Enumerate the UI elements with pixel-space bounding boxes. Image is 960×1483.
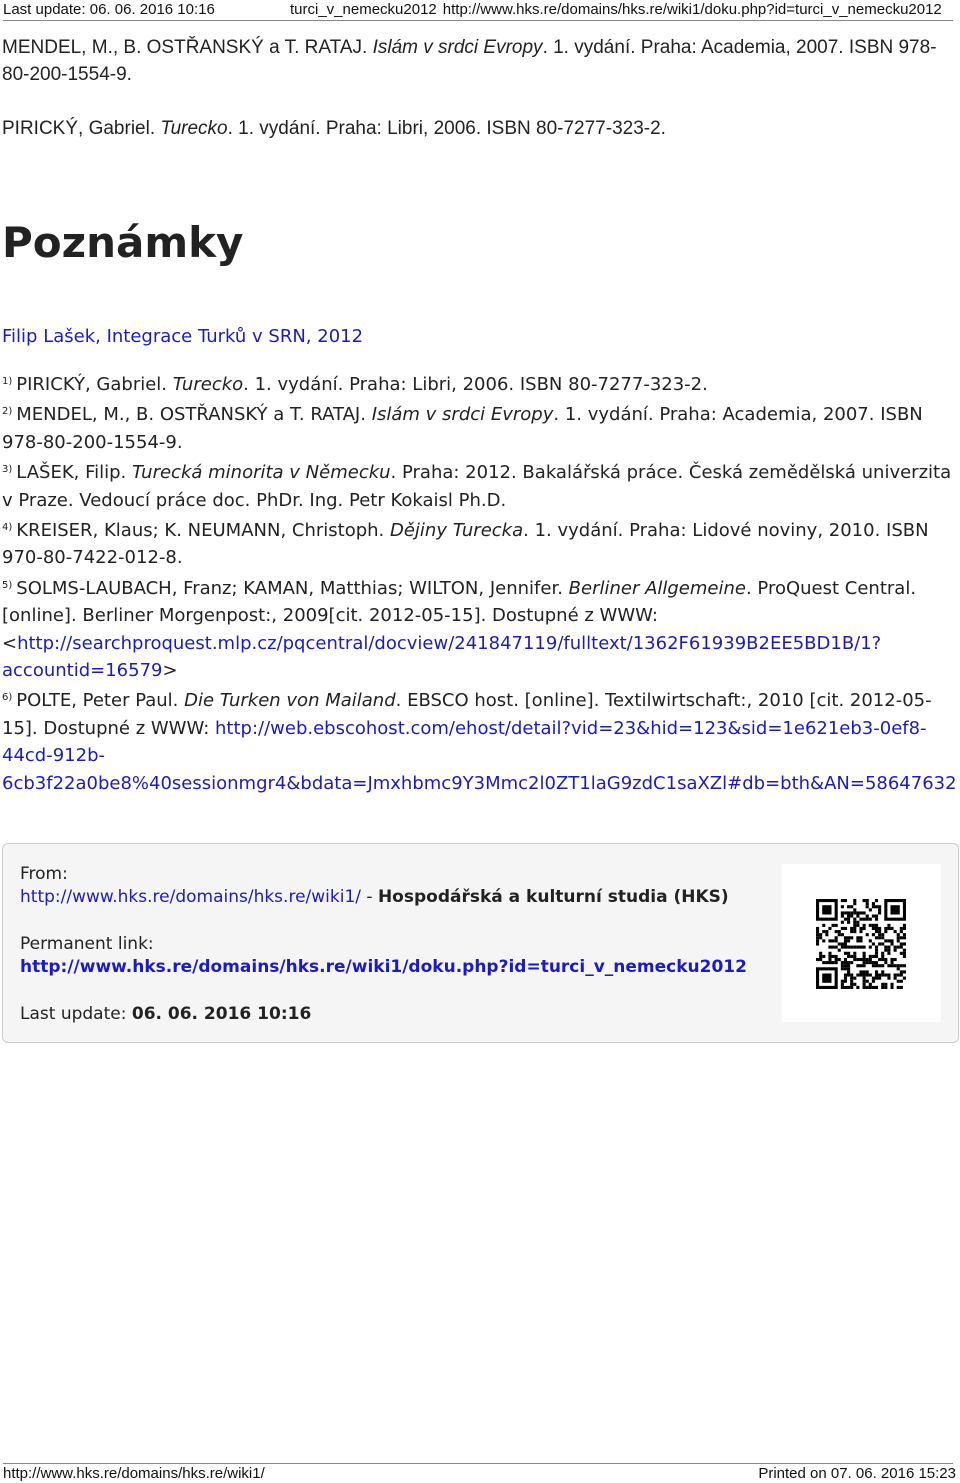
spacer [20, 979, 747, 1003]
footer-printed-on: Printed on 07. 06. 2016 15:23 [758, 1465, 956, 1482]
permanent-link-label: Permanent link: [20, 934, 154, 954]
footnote-details: . 1. vydání. Praha: Libri, 2006. ISBN 80-7277-323-2. [243, 374, 708, 395]
footnote-marker: 3) [2, 464, 13, 476]
qr-code-icon [816, 899, 906, 989]
header-page-id: turci_v_nemecku2012 [290, 1, 437, 18]
footnote-authors: POLTE, Peter Paul. [16, 690, 185, 712]
footnote-marker: 1) [2, 376, 13, 387]
footnote-1 [2, 368, 957, 398]
footnotes-list [2, 368, 957, 797]
footnote-authors: KREISER, Klaus; K. NEUMANN, Christoph. [16, 520, 390, 542]
footnote-title: Die Turken von Mailand [184, 690, 396, 712]
permanent-link[interactable]: http://www.hks.re/domains/hks.re/wiki1/doku.php?id=turci_v_nemecku2012 [20, 957, 747, 977]
footnote-authors: PIRICKÝ, Gabriel. [16, 374, 173, 395]
header-url: http://www.hks.re/domains/hks.re/wiki1/doku.php?id=turci_v_nemecku2012 [442, 1, 942, 18]
footnote-details: . ProQuest Central. [online]. Berliner Morgenpost:, 2009[cit. 2012-05-15]. Dostupné z WWW: < [2, 577, 917, 654]
footnote-details: . 1. vydání. Praha: Academia, 2007. ISBN 978-80-200-1554-9. [2, 404, 923, 453]
footnote-title: Turecká minorita v Německu [131, 462, 391, 484]
footnote-marker: 2) [2, 406, 13, 418]
footnote-6 [2, 684, 957, 797]
page-info-text [20, 863, 747, 1026]
last-update-value: 06. 06. 2016 10:16 [131, 1004, 312, 1024]
intro-ref-1-authors: MENDEL, M., B. OSTŘANSKÝ a T. RATAJ. [2, 37, 373, 58]
header-page-info [290, 1, 942, 18]
page-info-box [2, 843, 959, 1043]
header-last-update: Last update: 06. 06. 2016 10:16 [3, 1, 215, 18]
from-separator: - [361, 887, 378, 907]
source-link[interactable]: Filip Lašek, Integrace Turků v SRN, 2012 [2, 326, 364, 347]
footnote-details: . EBSCO host. [online]. Textilwirtschaft:, 2010 [cit. 2012-05-15]. Dostupné z WWW: [2, 690, 932, 739]
footnote-title: Dějiny Turecka [390, 520, 524, 542]
spacer [20, 909, 747, 933]
intro-ref-1 [2, 34, 952, 88]
footnote-details: . Praha: 2012. Bakalářská práce. Česká zemědělská univerzita v Praze. Vedoucí práce doc. PhDr. Ing. Petr Kokaisl Ph.D. [2, 462, 952, 511]
page-header [0, 0, 960, 22]
footnote-marker: 4) [2, 522, 13, 534]
footnote-title: Berliner Allgemeine [568, 577, 746, 599]
footnote-details: . 1. vydání. Praha: Lidové noviny, 2010. ISBN 970-80-7422-012-8. [2, 520, 929, 569]
permanent-link-line [20, 956, 747, 979]
footnote-url-link[interactable]: http://searchproquest.mlp.cz/pqcentral/docview/241847119/fulltext/1362F61939B2EE5BD1B/1?accountid=16579 [2, 632, 882, 682]
intro-ref-2 [2, 115, 952, 142]
intro-ref-2-authors: PIRICKÝ, Gabriel. [2, 118, 161, 139]
page-footer [0, 1461, 960, 1483]
last-update-label: Last update: [20, 1004, 132, 1024]
from-site-name: Hospodářská a kulturní studia (HKS) [377, 887, 729, 907]
header-divider [3, 20, 953, 21]
from-line [20, 886, 747, 909]
footnote-marker: 5) [2, 579, 13, 591]
footnote-title: Islám v srdci Evropy [371, 404, 554, 426]
footnote-title: Turecko [172, 374, 244, 395]
intro-ref-2-title: Turecko [160, 118, 228, 139]
footnote-authors: SOLMS-LAUBACH, Franz; KAMAN, Matthias; WILTON, Jennifer. [16, 577, 569, 599]
qr-code-panel [782, 864, 941, 1022]
from-url-link[interactable]: http://www.hks.re/domains/hks.re/wiki1/ [20, 887, 361, 907]
page-title: Poznámky [2, 218, 244, 267]
footer-divider [3, 1463, 953, 1464]
intro-ref-1-details: . 1. vydání. Praha: Academia, 2007. ISBN 978-80-200-1554-9. [2, 37, 937, 85]
footnote-authors: MENDEL, M., B. OSTŘANSKÝ a T. RATAJ. [16, 404, 372, 426]
intro-ref-2-details: . 1. vydání. Praha: Libri, 2006. ISBN 80-7277-323-2. [227, 118, 666, 139]
footnote-authors: LAŠEK, Filip. [16, 462, 132, 484]
footnote-4 [2, 514, 957, 572]
footnote-marker: 6) [2, 692, 13, 704]
footnote-5 [2, 572, 957, 685]
last-update-line [20, 1003, 747, 1026]
intro-references [2, 34, 952, 142]
footnote-tail: > [162, 660, 178, 682]
footnote-2 [2, 398, 957, 456]
footnote-3 [2, 456, 957, 514]
footer-site-url: http://www.hks.re/domains/hks.re/wiki1/ [3, 1465, 265, 1482]
from-label: From: [20, 864, 68, 884]
intro-ref-1-title: Islám v srdci Evropy [372, 37, 543, 58]
footnote-url-link[interactable]: http://web.ebscohost.com/ehost/detail?vid=23&hid=123&sid=1e621eb3-0ef8-44cd-912b-6cb3f22a0be8%40sessionmgr4&bdata=Jmxhbmc9Y3Mmc2l0ZT1laG9zdC1saXZl#db=bth&AN=58647632 [2, 717, 957, 794]
